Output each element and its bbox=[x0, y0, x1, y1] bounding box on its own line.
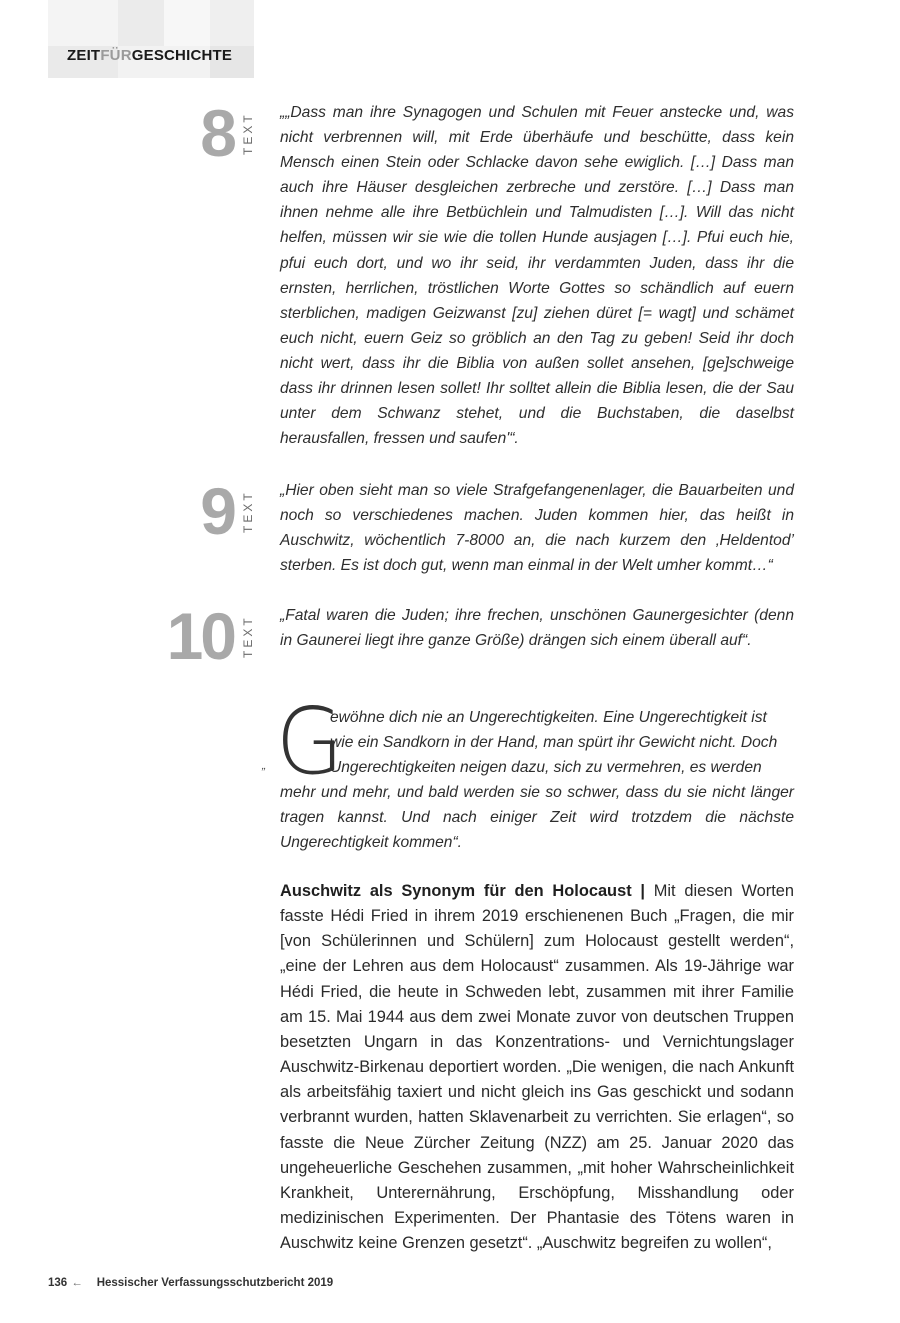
publication-brand bbox=[67, 47, 232, 64]
footer-title: Hessischer Verfassungsschutzbericht 2019 bbox=[96, 1277, 334, 1289]
source-quote-9: „Hier oben sieht man so viele Strafgefangenenlager, die Bauarbeiten und noch so verschiedenes machen. Juden kommen hier, das heißt in Auschwitz, wöchentlich 7-8000 an, die nach kurzem den ‚Heldentod’ sterben. Es ist doch gut, wenn man einmal in der Welt umher kommt…“ bbox=[280, 482, 794, 575]
body-paragraph bbox=[280, 879, 794, 1256]
mosaic-tile bbox=[48, 0, 118, 46]
quote-line: Ungerechtigkeiten neigen dazu, sich zu vermehren, es werden bbox=[330, 759, 762, 777]
brand-part-3: GESCHICHTE bbox=[131, 47, 233, 64]
mosaic-tile bbox=[118, 0, 164, 46]
source-quote-10: „Fatal waren die Juden; ihre frechen, unschönen Gaunergesichter (denn in Gaunerei liegt ihre ganze Größe) drängen sich einem überall auf“. bbox=[280, 607, 794, 650]
quote-line: ewöhne dich nie an Ungerechtigkeiten. Eine Ungerechtigkeit ist bbox=[330, 709, 767, 726]
mosaic-tile bbox=[210, 0, 254, 46]
text-label: TEXT bbox=[241, 615, 255, 658]
brand-part-1: ZEIT bbox=[67, 47, 101, 64]
arrow-left-icon: ← bbox=[71, 1277, 83, 1289]
page-number: 136 bbox=[48, 1277, 68, 1289]
opening-quote-mark: „ bbox=[262, 758, 266, 772]
text-label: TEXT bbox=[241, 490, 255, 533]
text-number: 9 bbox=[200, 474, 234, 548]
quote-line: wie ein Sandkorn in der Hand, man spürt ihr Gewicht nicht. Doch bbox=[330, 734, 778, 752]
source-quote-8: „„Dass man ihre Synagogen und Schulen mit Feuer anstecke und, was nicht verbrennen will, mit Erde überhäufe und beschütte, dass kein Mensch einen Stein oder Schlacke davon sehe ewiglich. […] Dass man auch ihre Häuser desgleichen zerbreche und zerstöre. […] Dass man ihnen nehme alle ihre Betbüchlein und Talmudisten […]. Will das nicht helfen, müssen wir sie wie die tollen Hunde ausjagen […]. Pfui euch hie, pfui euch dort, und wo ihr seid, ihr verdammten Juden, dass ihr die ernsten, herrlichen, tröstlichen Worte Gottes so schändlich auf euern sterblichen, madigen Geizwanst [zu] ziehen düret [= wagt] und schämet euch nicht, euern Geiz so gröblich an den Tag zu geben! Seid ihr doch nicht wert, dass ihr die Biblia von außen sollet ansehen, [ge]schweige dass ihr drinnen lesen sollet! Ihr solltet allein die Biblia lesen, die der Sau unter dem Schwanz stehet, und die Buchstaben, die daselbst herausfallen, fressen und saufen'“. bbox=[280, 104, 794, 448]
header-mosaic bbox=[48, 0, 254, 78]
text-label: TEXT bbox=[241, 112, 255, 155]
highlight-quote bbox=[280, 705, 794, 856]
text-number: 8 bbox=[200, 96, 234, 170]
text-number: 10 bbox=[166, 599, 234, 673]
text-marker-10 bbox=[150, 599, 270, 673]
text-marker-8 bbox=[150, 96, 270, 170]
drop-cap-letter: G bbox=[275, 688, 344, 795]
brand-part-2: FÜR bbox=[100, 47, 132, 64]
body-text: Mit diesen Worten fasste Hédi Fried in ihrem 2019 erschienenen Buch „Fragen, die mir [von Schülerinnen und Schülern] zum Holocaust gestellt werden“, „eine der Lehren aus dem Holocaust“ zusammen. Als 19-Jährige war Hédi Fried, die heute in Schweden lebt, zusammen mit ihrer Familie am 15. Mai 1944 aus dem zwei Monate zuvor von deutschen Truppen besetzten Ungarn in das Konzentrations- und Vernichtungslager Auschwitz-Birkenau deportiert worden. „Die wenigen, die nach Ankunft als arbeitsfähig taxiert und nicht gleich ins Gas geschickt und sodann verbrannt wurden, hatten Sklavenarbeit zu verrichten. Sie erlagen“, so fasste die Neue Zürcher Zeitung (NZZ) am 25. Januar 2020 das ungeheuerliche Geschehen zusammen, „mit hoher Wahrscheinlichkeit Krankheit, Unterernährung, Erschöpfung, Misshandlung oder medizinischen Experimenten. Der Phantasie des Tötens waren in Auschwitz keine Grenzen gesetzt“. „Auschwitz begreifen zu wollen“, bbox=[280, 882, 794, 1253]
section-lead-heading: Auschwitz als Synonym für den Holocaust | bbox=[280, 882, 645, 900]
quote-rest: mehr und mehr, und bald werden sie so schwer, dass du sie nicht länger tragen kannst. Und nach einiger Zeit wird trotzdem die nächste Ungerechtigkeit kommen“. bbox=[280, 784, 794, 852]
text-marker-9 bbox=[150, 474, 270, 548]
mosaic-tile bbox=[164, 0, 210, 46]
page-footer bbox=[48, 1277, 333, 1289]
